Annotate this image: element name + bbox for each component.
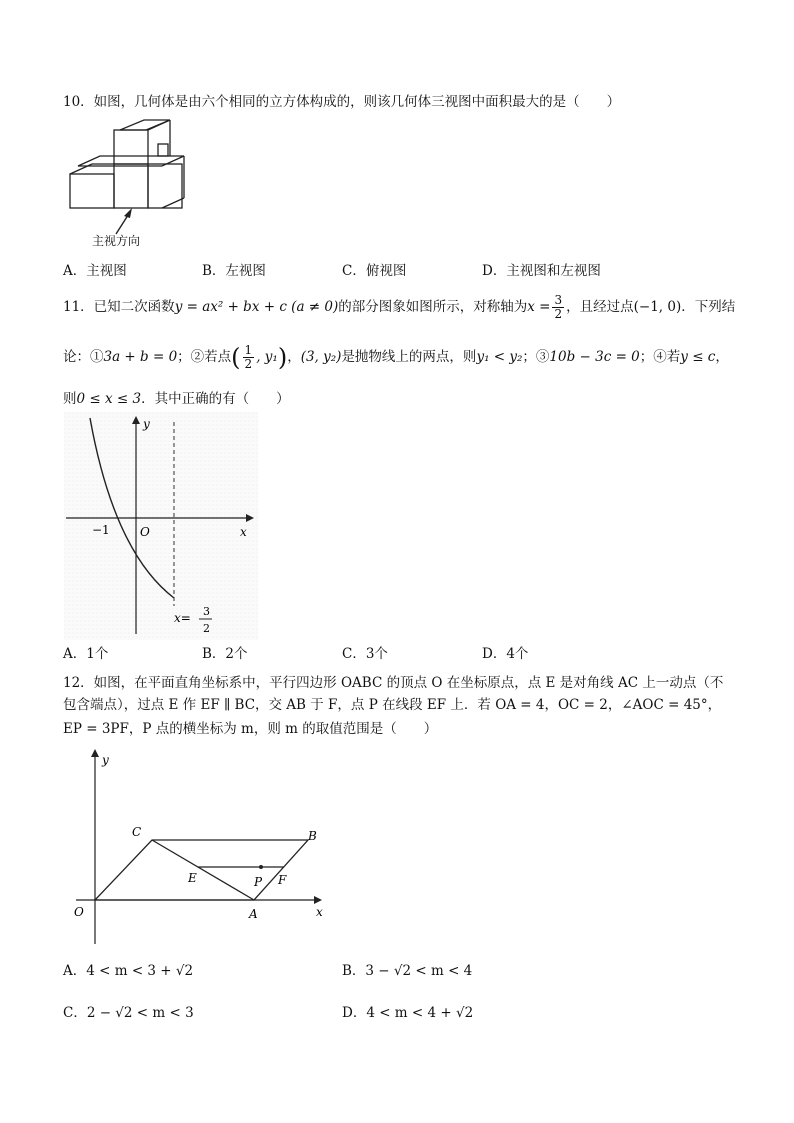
- q12-label-e: E: [188, 871, 197, 885]
- q12-label-c: C: [132, 825, 142, 839]
- q12-label-f: F: [278, 873, 287, 887]
- q11-graph-y-label: y: [143, 417, 150, 431]
- q11-option-c[interactable]: C．3个: [342, 646, 388, 662]
- q12-parallelogram-figure: [64, 744, 338, 948]
- q12-line1: 12．如图，在平面直角坐标系中，平行四边形 OABC 的顶点 O 在坐标原点，点 E 是对角线 AC 上一动点（不: [63, 675, 724, 691]
- q11-graph-sym-num: 3: [203, 605, 210, 618]
- q12-line2: 包含端点），过点 E 作 EF ∥ BC，交 AB 于 F，点 P 在线段 EF 上．若 OA = 4，OC = 2，∠AOC = 45°，: [63, 697, 722, 713]
- q10-option-a[interactable]: A．主视图: [63, 263, 127, 279]
- q12-label-p: P: [254, 875, 263, 889]
- q11-parabola-graph: [64, 412, 258, 640]
- q11-option-b[interactable]: B．2个: [202, 646, 248, 662]
- q12-option-c[interactable]: C．2 − √2 < m < 3: [63, 1005, 194, 1021]
- q10-option-d[interactable]: D．主视图和左视图: [482, 263, 601, 279]
- q11-graph-sym-den: 2: [203, 622, 210, 635]
- q10-option-b[interactable]: B．左视图: [202, 263, 266, 279]
- q10-stem: 10．如图，几何体是由六个相同的立方体构成的，则该几何体三视图中面积最大的是（ ）: [63, 94, 621, 110]
- q12-label-x: x: [316, 905, 323, 919]
- q11-line2: 论：①3a + b = 0；②若点( $\frac{1}{2}$ , y₁)，(3, y₂)是抛物线上的两点，则y₁ < y₂；③10b − 3c = 0；④若y ≤ c，: [63, 343, 729, 372]
- q11-option-d[interactable]: D．4个: [482, 646, 529, 662]
- q11-option-a[interactable]: A．1个: [63, 646, 109, 662]
- q12-option-d[interactable]: D．4 < m < 4 + √2: [342, 1005, 474, 1021]
- q11-line3: 则0 ≤ x ≤ 3．其中正确的有（ ）: [63, 391, 290, 407]
- q11-graph-x-label: x: [240, 525, 247, 539]
- q11-graph-tick: −1: [92, 523, 110, 537]
- q12-label-y: y: [102, 753, 109, 767]
- q10-option-c[interactable]: C．俯视图: [342, 263, 407, 279]
- q11-graph-origin: O: [140, 525, 150, 539]
- q12-label-b: B: [308, 829, 317, 843]
- q11-line1: 11．已知二次函数y = ax² + bx + c (a ≠ 0)的部分图象如图所示，对称轴为x = $\frac{3}{2}$ ，且经过点(−1, 0)．下列结: [63, 293, 736, 321]
- q10-figure-caption: 主视方向: [92, 234, 141, 248]
- q11-graph-sym-label: x=: [174, 611, 191, 625]
- q12-label-o: O: [74, 905, 84, 919]
- q12-option-a[interactable]: A．4 < m < 3 + √2: [63, 963, 194, 979]
- q12-line3: EP = 3PF，P 点的横坐标为 m，则 m 的取值范围是（ ）: [63, 721, 438, 737]
- q12-label-a: A: [249, 907, 258, 921]
- q12-option-b[interactable]: B．3 − √2 < m < 4: [342, 963, 473, 979]
